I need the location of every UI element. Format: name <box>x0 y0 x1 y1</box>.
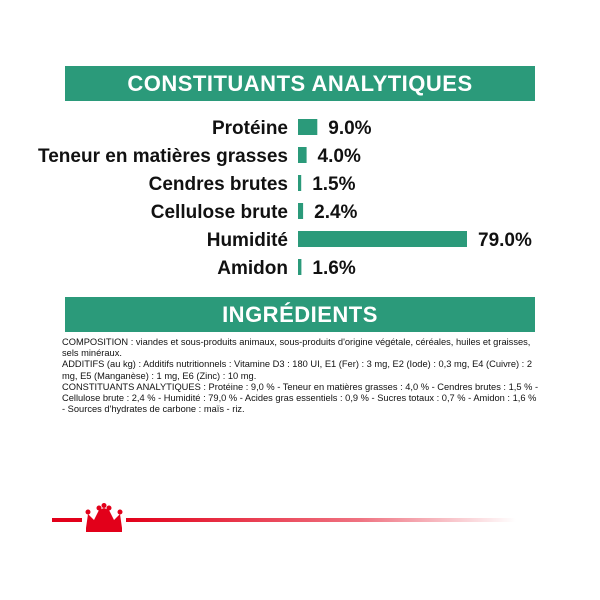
bar <box>298 119 317 135</box>
analytic-bar-chart <box>0 110 600 290</box>
value-label: 9.0% <box>328 118 372 139</box>
analytic-constituents-banner: CONSTITUANTS ANALYTIQUES <box>65 66 535 101</box>
category-label: Cellulose brute <box>150 202 288 223</box>
category-label: Amidon <box>217 258 288 279</box>
bar <box>298 175 301 191</box>
bar <box>298 203 303 219</box>
value-label: 4.0% <box>317 146 361 167</box>
brand-footer <box>0 500 600 540</box>
bar <box>298 231 467 247</box>
value-label: 1.5% <box>312 174 356 195</box>
category-label: Humidité <box>206 230 288 251</box>
category-label: Cendres brutes <box>148 174 288 195</box>
bar <box>298 147 307 163</box>
value-label: 2.4% <box>314 202 358 223</box>
composition-text: COMPOSITION : viandes et sous-produits animaux, sous-produits d'origine végétale, céréales, huiles et graisses, sels minéraux. <box>62 337 531 359</box>
additives-text: ADDITIFS (au kg) : Additifs nutritionnels : Vitamine D3 : 180 UI, E1 (Fer) : 3 mg, E2 (Iode) : 0,3 mg, E4 (Cuivre) : 2 mg, E5 (Manganèse) : 1 mg, E6 (Zinc) : 10 mg. <box>62 359 533 381</box>
category-label: Protéine <box>211 118 288 139</box>
analytic-constituents-text: CONSTITUANTS ANALYTIQUES : Protéine : 9,0 % - Teneur en matières grasses : 4,0 % - Cendres brutes : 1,5 % - Cellulose brute : 2,4 % - Humidité : 79,0 % - Acides gras essentiels : 0,9 % - Sucres totaux : 0,7 % - Amidon : 1,6 % - Sources d'hydrates de carbone : maïs - riz. <box>62 381 539 415</box>
brand-line-right <box>126 518 516 522</box>
bar <box>298 259 301 275</box>
ingredients-text-block <box>62 337 540 415</box>
ingredients-banner: INGRÉDIENTS <box>65 297 535 332</box>
value-label: 1.6% <box>312 258 356 279</box>
brand-line-left <box>52 518 82 522</box>
value-label: 79.0% <box>478 230 532 251</box>
category-label: Teneur en matières grasses <box>38 146 288 167</box>
crown-icon <box>86 503 123 532</box>
